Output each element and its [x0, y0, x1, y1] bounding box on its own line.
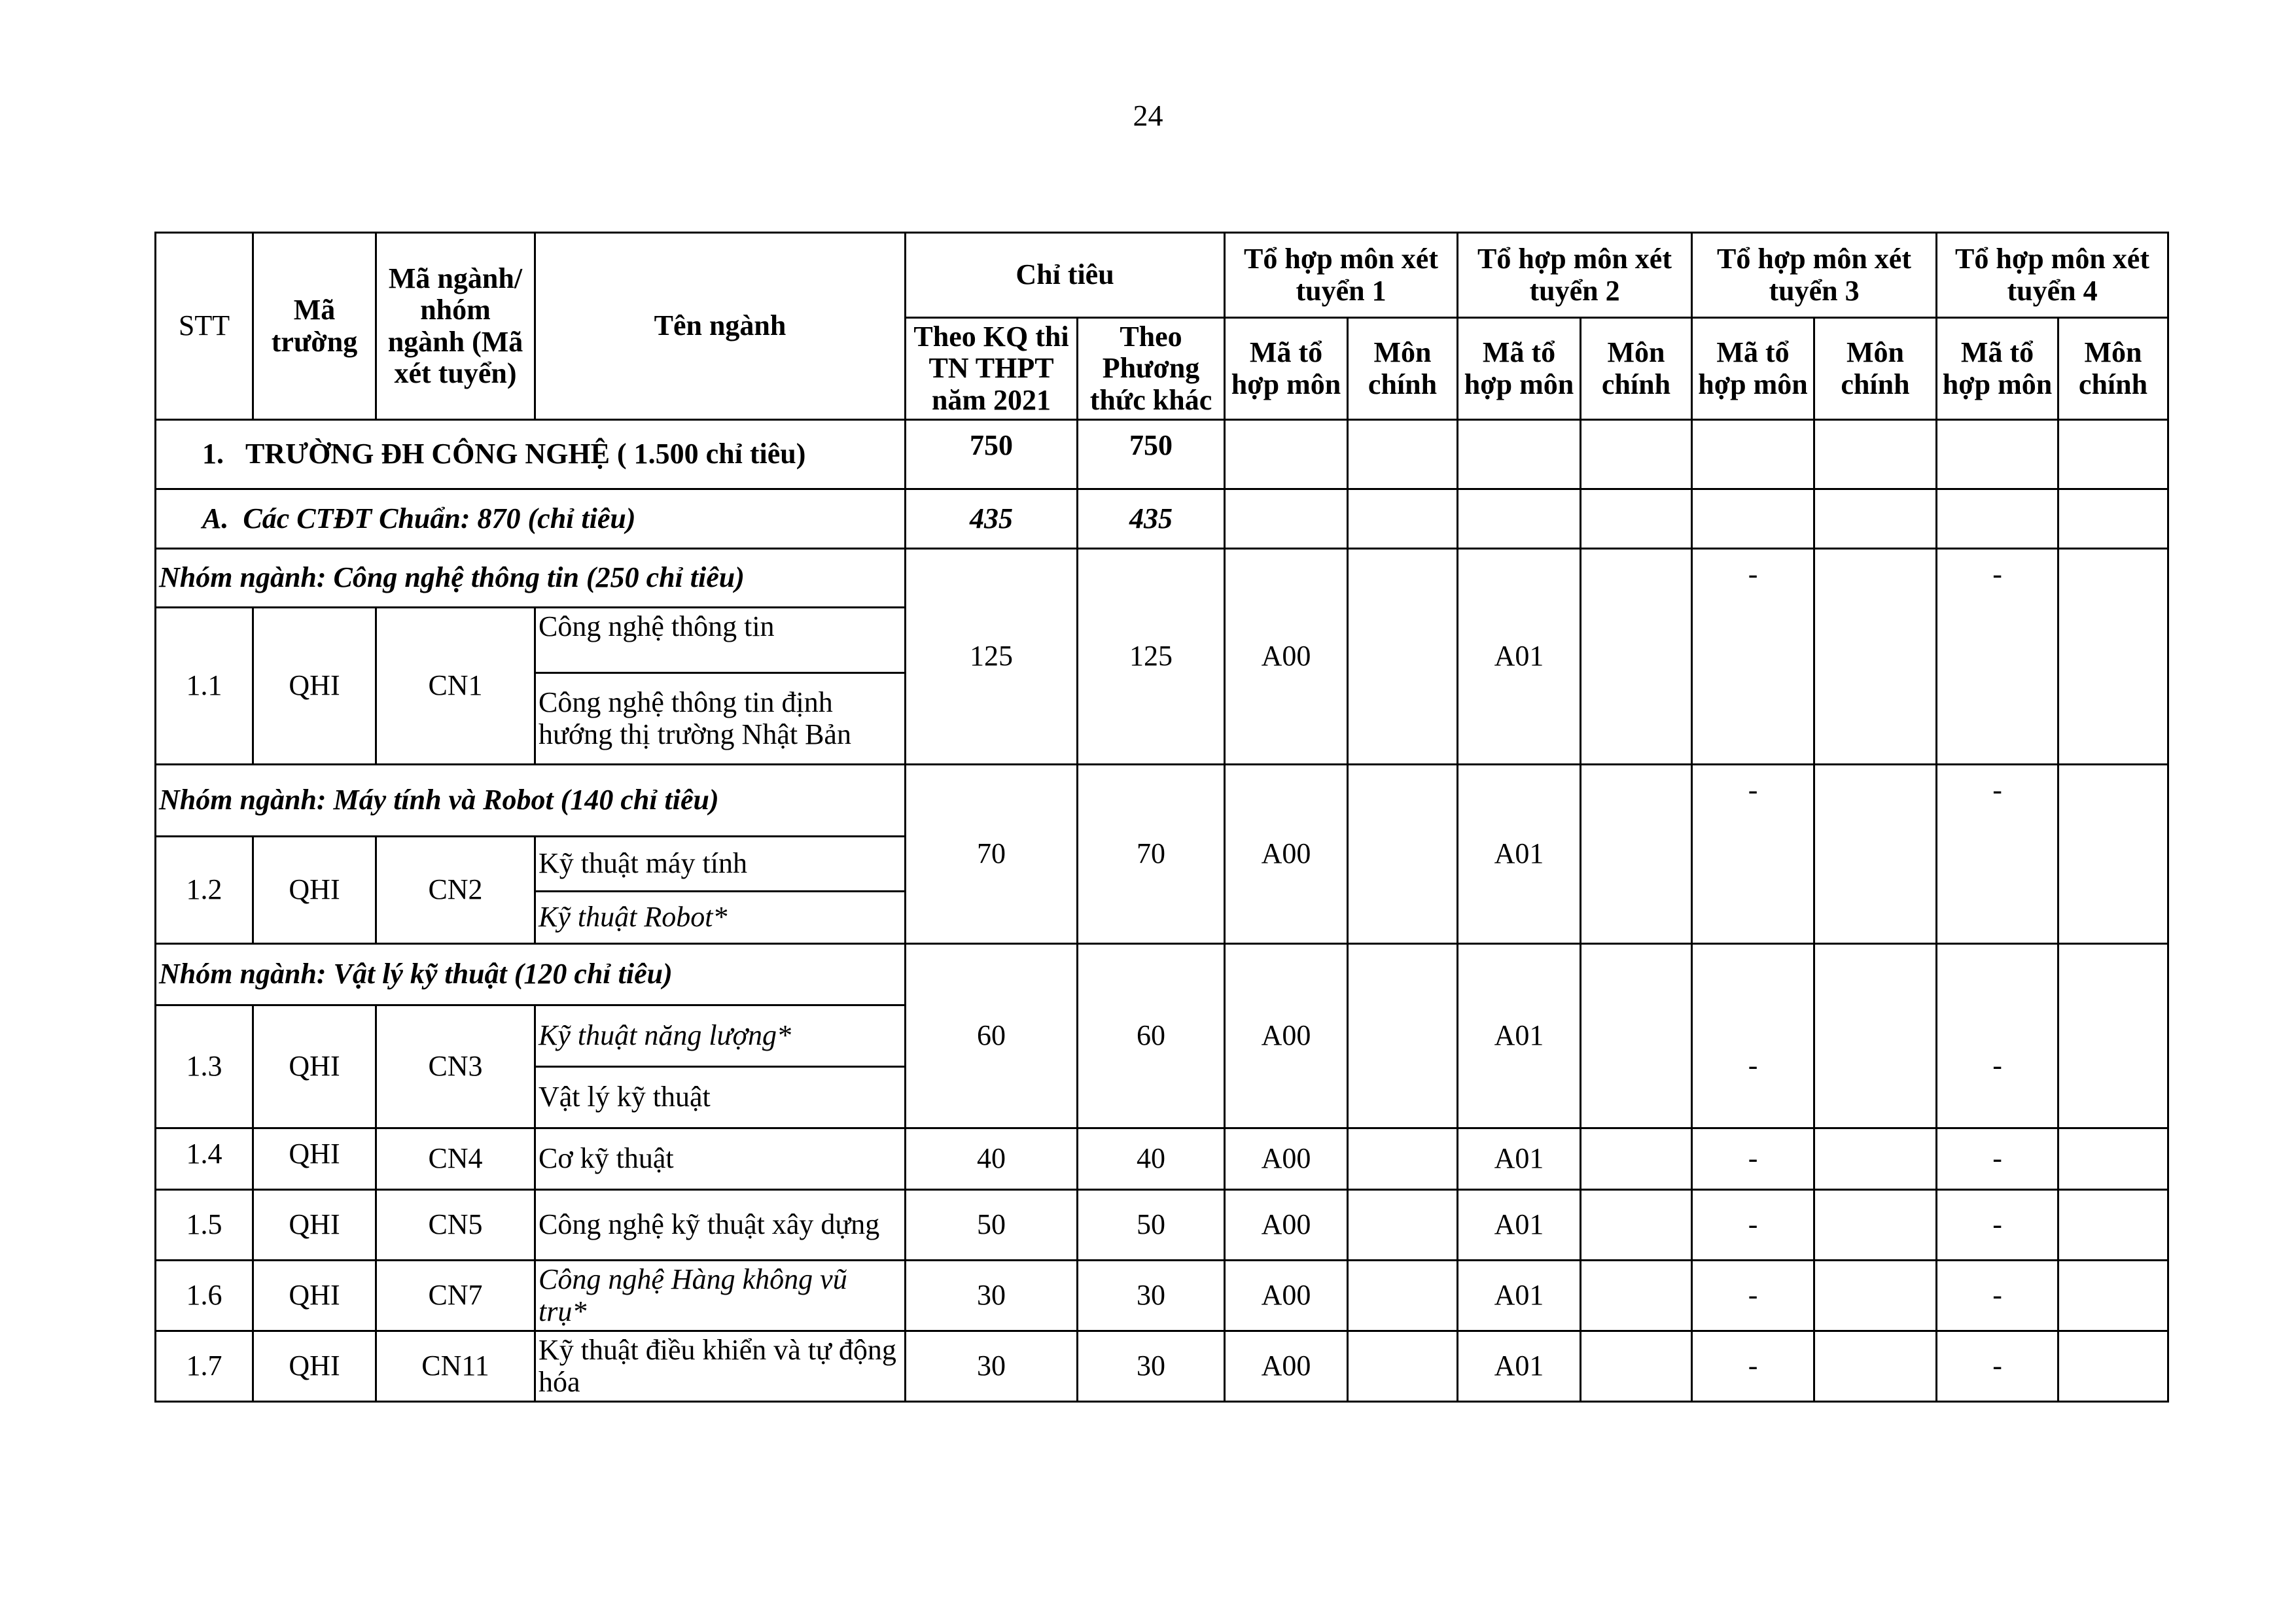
combo-1-code: A00	[1225, 1261, 1348, 1331]
row-stt: 1.7	[156, 1331, 253, 1402]
page-number: 24	[1133, 99, 1163, 132]
combo-4-code: -	[1937, 765, 2058, 944]
header-combo-code: Mã tổ hợp môn	[1458, 318, 1581, 420]
header-main-subject: Môn chính	[2058, 318, 2168, 420]
section-quota-other: 435	[1078, 489, 1225, 549]
combo-2-code: A01	[1458, 1128, 1581, 1190]
row-school: QHI	[253, 1331, 376, 1402]
quota-exam: 50	[906, 1190, 1078, 1261]
major-name: Công nghệ thông tin	[535, 608, 906, 673]
quota-other: 60	[1078, 944, 1225, 1128]
combo-4-code: -	[1937, 1128, 2058, 1190]
row-stt: 1.1	[156, 608, 253, 765]
school-quota-exam: 750	[906, 420, 1078, 489]
combo-2-code: A01	[1458, 549, 1581, 765]
major-name: Kỹ thuật điều khiển và tự động hóa	[535, 1331, 906, 1402]
admissions-table	[154, 232, 2169, 1403]
row-school: QHI	[253, 1261, 376, 1331]
quota-exam: 60	[906, 944, 1078, 1128]
row-stt: 1.2	[156, 837, 253, 944]
section-title	[156, 489, 906, 549]
header-quota-exam: Theo KQ thi TN THPT năm 2021	[906, 318, 1078, 420]
table-row	[156, 1331, 2168, 1402]
combo-2-code: A01	[1458, 1331, 1581, 1402]
combo-3-code: -	[1692, 1190, 1814, 1261]
group-title-row	[156, 549, 2168, 608]
quota-other: 50	[1078, 1190, 1225, 1261]
quota-other: 40	[1078, 1128, 1225, 1190]
combo-1-code: A00	[1225, 765, 1348, 944]
table-row	[156, 1261, 2168, 1331]
school-quota-other: 750	[1078, 420, 1225, 489]
major-name: Vật lý kỹ thuật	[535, 1067, 906, 1128]
header-combo-code: Mã tổ hợp môn	[1692, 318, 1814, 420]
combo-4-code: -	[1937, 1331, 2058, 1402]
header-combo-code: Mã tổ hợp môn	[1937, 318, 2058, 420]
group-title: Nhóm ngành: Máy tính và Robot (140 chỉ tiêu)	[156, 765, 906, 837]
header-major-name: Tên ngành	[535, 233, 906, 420]
row-school: QHI	[253, 837, 376, 944]
group-title: Nhóm ngành: Vật lý kỹ thuật (120 chỉ tiêu)	[156, 944, 906, 1005]
major-name: Kỹ thuật Robot*	[535, 892, 906, 944]
header-quota-other: Theo Phương thức khác	[1078, 318, 1225, 420]
major-name: Kỹ thuật năng lượng*	[535, 1005, 906, 1067]
header-main-subject: Môn chính	[1581, 318, 1692, 420]
row-code: CN5	[376, 1190, 535, 1261]
row-stt: 1.3	[156, 1005, 253, 1128]
row-code: CN3	[376, 1005, 535, 1128]
combo-3-code: -	[1692, 944, 1814, 1128]
section-label: A.	[202, 502, 229, 534]
combo-3-code: -	[1692, 1261, 1814, 1331]
table-row	[156, 1128, 2168, 1190]
row-stt: 1.4	[156, 1128, 253, 1190]
header-combo-3: Tổ hợp môn xét tuyển 3	[1692, 233, 1937, 318]
header-main-subject: Môn chính	[1348, 318, 1458, 420]
major-name: Công nghệ thông tin định hướng thị trường Nhật Bản	[535, 673, 906, 765]
header-school-code: Mã trường	[253, 233, 376, 420]
school-name: TRƯỜNG ĐH CÔNG NGHỆ ( 1.500 chỉ tiêu)	[245, 438, 806, 470]
section-quota-exam: 435	[906, 489, 1078, 549]
quota-other: 30	[1078, 1261, 1225, 1331]
row-school: QHI	[253, 1005, 376, 1128]
row-code: CN1	[376, 608, 535, 765]
section-name: Các CTĐT Chuẩn: 870 (chỉ tiêu)	[243, 502, 636, 534]
school-row	[156, 420, 2168, 489]
header-combo-4: Tổ hợp môn xét tuyển 4	[1937, 233, 2168, 318]
quota-exam: 70	[906, 765, 1078, 944]
quota-other: 125	[1078, 549, 1225, 765]
table-row	[156, 1190, 2168, 1261]
row-school: QHI	[253, 1128, 376, 1190]
row-stt: 1.5	[156, 1190, 253, 1261]
header-combo-code: Mã tổ hợp môn	[1225, 318, 1348, 420]
major-name: Công nghệ kỹ thuật xây dựng	[535, 1190, 906, 1261]
quota-exam: 40	[906, 1128, 1078, 1190]
combo-4-code: -	[1937, 1261, 2058, 1331]
school-number: 1.	[202, 438, 224, 470]
row-code: CN2	[376, 837, 535, 944]
combo-4-code: -	[1937, 549, 2058, 765]
combo-4-code: -	[1937, 1190, 2058, 1261]
combo-3-code: -	[1692, 765, 1814, 944]
combo-2-code: A01	[1458, 944, 1581, 1128]
combo-1-code: A00	[1225, 944, 1348, 1128]
combo-3-code: -	[1692, 1331, 1814, 1402]
row-code: CN11	[376, 1331, 535, 1402]
group-title-row	[156, 765, 2168, 837]
combo-3-code: -	[1692, 1128, 1814, 1190]
header-combo-2: Tổ hợp môn xét tuyển 2	[1458, 233, 1692, 318]
quota-other: 30	[1078, 1331, 1225, 1402]
quota-exam: 30	[906, 1331, 1078, 1402]
combo-1-code: A00	[1225, 1128, 1348, 1190]
table-header-row	[156, 233, 2168, 318]
combo-1-code: A00	[1225, 549, 1348, 765]
row-school: QHI	[253, 608, 376, 765]
major-name: Cơ kỹ thuật	[535, 1128, 906, 1190]
row-code: CN4	[376, 1128, 535, 1190]
combo-1-code: A00	[1225, 1331, 1348, 1402]
combo-2-code: A01	[1458, 1261, 1581, 1331]
combo-4-code: -	[1937, 944, 2058, 1128]
combo-1-code: A00	[1225, 1190, 1348, 1261]
row-school: QHI	[253, 1190, 376, 1261]
row-stt: 1.6	[156, 1261, 253, 1331]
quota-exam: 30	[906, 1261, 1078, 1331]
major-name: Kỹ thuật máy tính	[535, 837, 906, 892]
header-stt: STT	[156, 233, 253, 420]
header-quota: Chỉ tiêu	[906, 233, 1225, 318]
school-title	[156, 420, 906, 489]
combo-3-code: -	[1692, 549, 1814, 765]
header-major-code: Mã ngành/ nhóm ngành (Mã xét tuyển)	[376, 233, 535, 420]
group-title: Nhóm ngành: Công nghệ thông tin (250 chỉ tiêu)	[156, 549, 906, 608]
section-row	[156, 489, 2168, 549]
group-title-row	[156, 944, 2168, 1005]
header-combo-1: Tổ hợp môn xét tuyển 1	[1225, 233, 1458, 318]
quota-exam: 125	[906, 549, 1078, 765]
quota-other: 70	[1078, 765, 1225, 944]
combo-2-code: A01	[1458, 765, 1581, 944]
header-main-subject: Môn chính	[1814, 318, 1937, 420]
row-code: CN7	[376, 1261, 535, 1331]
combo-2-code: A01	[1458, 1190, 1581, 1261]
major-name: Công nghệ Hàng không vũ trụ*	[535, 1261, 906, 1331]
